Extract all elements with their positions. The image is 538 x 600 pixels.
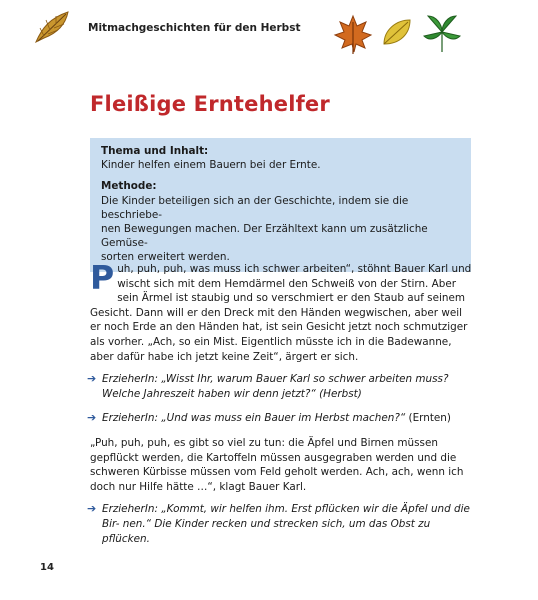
methode-label: Methode:	[101, 180, 157, 193]
story-body	[87, 258, 472, 556]
methode-line-3: sorten erweitert werden.	[101, 251, 230, 264]
paragraph-1-text: uh, puh, puh, was muss ich schwer arbeiten“, stöhnt Bauer Karl und wischt sich mit dem Hemdärmel den Schweiß von der Stirn. Aber sein Ärmel ist staubig und so verschmiert er den Staub auf seinem Gesicht. Dann will er den Dreck mit den Händen wegwischen, aber weil er noch Erde an den Händen hat, ist sein Gesicht jetzt noch schmutziger als vorher. „Ach, so ein Mist. Eigentlich müsste ich in die Badewanne, aber dafür habe ich jetzt keine Zeit“, ärgert er sich.	[90, 263, 472, 363]
arrow-right-icon: ➔	[87, 411, 97, 425]
question-2-text: ErzieherIn: „Und was muss ein Bauer im Herbst machen?“	[102, 412, 406, 425]
educator-question-2	[87, 411, 472, 426]
educator-question-3	[87, 502, 472, 546]
story-paragraph-1	[90, 258, 472, 364]
arrow-right-icon: ➔	[87, 502, 97, 516]
autumn-leaf-icon	[30, 8, 76, 52]
info-box	[90, 138, 471, 272]
arrow-right-icon: ➔	[87, 372, 97, 386]
chestnut-leaf-icon	[420, 10, 464, 58]
methode-line-2: nen Bewegungen machen. Der Erzähltext kann um zusätzliche Gemüse-	[101, 223, 428, 250]
drop-cap: P	[90, 258, 115, 297]
page-title: Fleißige Erntehelfer	[90, 92, 330, 116]
birch-leaf-icon	[378, 14, 416, 56]
methode-line-1: Die Kinder beteiligen sich an der Geschichte, indem sie die beschriebe-	[101, 194, 409, 221]
question-3-instruction: Die Kinder recken und strecken sich, um das Obst zu pflücken.	[102, 517, 431, 545]
running-header: Mitmachgeschichten für den Herbst	[88, 22, 301, 34]
question-3-text: ErzieherIn: „Kommt, wir helfen ihm. Erst pflücken wir die Äpfel und die Bir- nen.“	[102, 503, 470, 530]
thema-text: Kinder helfen einem Bauern bei der Ernte.	[101, 159, 321, 172]
question-2-answer: (Ernten)	[405, 412, 451, 425]
question-1-text: ErzieherIn: „Wisst Ihr, warum Bauer Karl so schwer arbeiten muss? Welche Jahreszeit haben wir denn jetzt?“ (Herbst)	[102, 373, 449, 400]
educator-question-1	[87, 372, 472, 401]
maple-leaf-icon	[332, 12, 374, 60]
page-number: 14	[40, 562, 54, 573]
story-paragraph-2: „Puh, puh, puh, es gibt so viel zu tun: die Äpfel und Birnen müssen gepflückt werden, die Kartoffeln müssen ausgegraben werden und die schweren Kürbisse müssen vom Feld geholt werden. Ach, ach, wenn ich doch nur Hilfe hätte …“, klagt Bauer Karl.	[90, 436, 464, 493]
thema-label: Thema und Inhalt:	[101, 145, 209, 157]
